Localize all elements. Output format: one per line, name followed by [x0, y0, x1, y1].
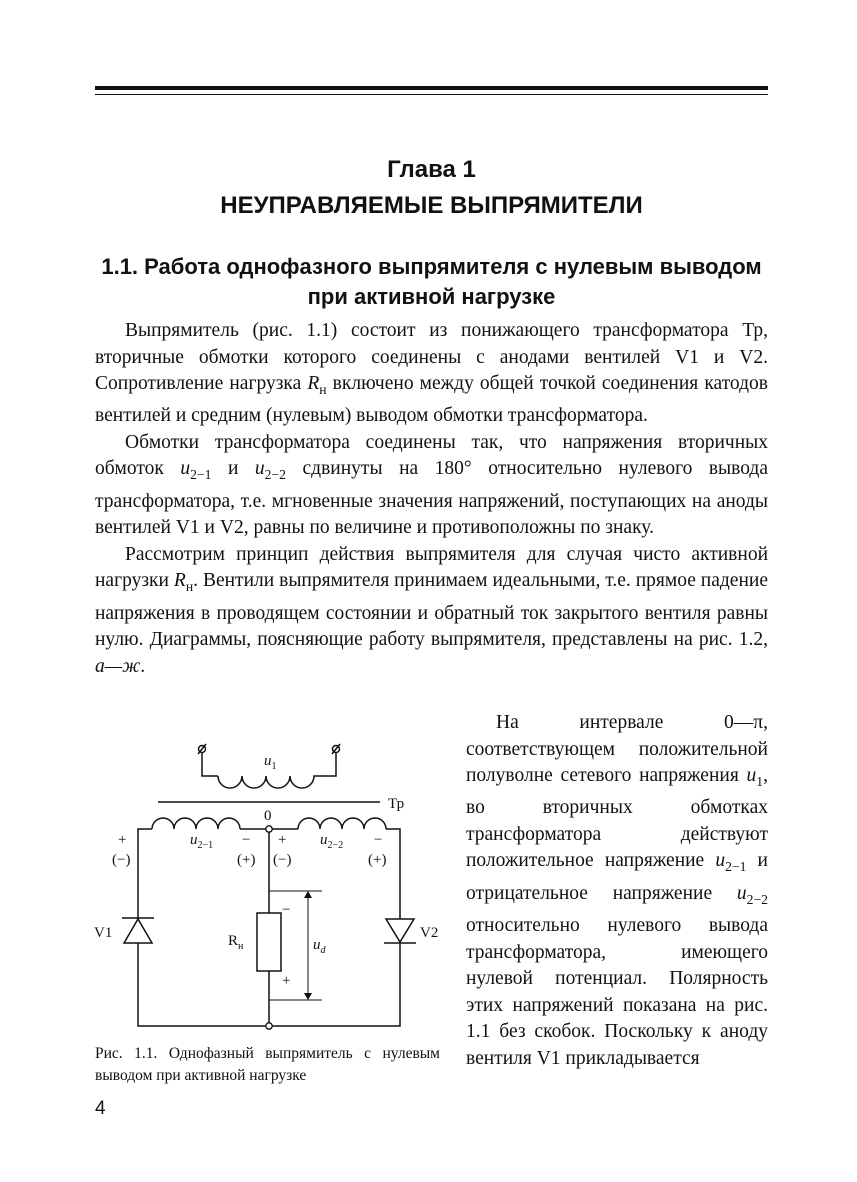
- paragraph-2: Обмотки трансформатора соединены так, что напряжения вторичных обмоток $u_{2-1}$ и $u_{2-2}$ сдвинуты на 180° относительно нулевого вывода трансформатора, т.е. мгновенные значения напряжений, поступающих на аноды вентилей V1 и V2, равны по величине и противоположны по знаку.: [95, 431, 768, 539]
- paragraph-4: На интервале 0—π, соответствующем положительной полуволне сетевого напряжения $u_1$, во вторичных обмотках трансформатора действуют положительное напряжение $u_{2-1}$ и отрицательное напряжение $u_{2-2}$ относительно нулевого вывода трансформатора, имеющего нулевой потенциал. Полярность этих напряжений показана на рис. 1.1 без скобок. Поскольку к аноду вентиля V1 прикладывается: [466, 712, 768, 1069]
- label-r: $R_н$: [228, 933, 244, 952]
- body-text: [95, 318, 768, 680]
- label-u22: $u_{2-2}$: [320, 832, 344, 851]
- page-number: 4: [95, 1098, 106, 1119]
- label-tr: Тр: [388, 796, 405, 812]
- chapter-label: Глава 1: [387, 156, 476, 183]
- label-u1: $u_1$: [264, 753, 277, 772]
- side-text: [466, 710, 768, 1072]
- label-plus-left: +: [118, 832, 127, 848]
- primary-winding: [218, 776, 318, 788]
- label-u21: $u_{2-1}$: [190, 832, 214, 851]
- paragraph-3: Рассмотрим принцип действия выпрямителя для случая чисто активной нагрузки $R_н$. Вентили выпрямителя принимаем идеальными, т.е. прямое падение напряжения в проводящем состоянии и обратный ток закрытого вентиля равны нулю. Диаграммы, поясняющие работу выпрямителя, представлены на рис. 1.2, а—ж.: [95, 543, 768, 677]
- label-minus-1: −: [242, 832, 251, 848]
- figure-caption: Рис. 1.1. Однофазный выпрямитель с нулевым выводом при активной нагрузке: [95, 1045, 440, 1084]
- label-paren-plus-1: (+): [237, 852, 256, 868]
- label-paren-minus-2: (−): [273, 852, 292, 868]
- paragraph-1: Выпрямитель (рис. 1.1) состоит из понижающего трансформатора Тр, вторичные обмотки которого соединены с анодами вентилей V1 и V2. Сопротивление нагрузка $R_н$ включено между общей точкой соединения катодов вентилей и средним (нулевым) выводом обмотки трансформатора.: [95, 320, 768, 427]
- load-resistor: [257, 913, 281, 971]
- primary-lead-left: [202, 753, 218, 776]
- label-zero: 0: [264, 808, 272, 824]
- label-plus-2: +: [278, 832, 287, 848]
- header-rule-thick: [95, 86, 768, 90]
- label-paren-minus-left: (−): [112, 852, 131, 868]
- label-resistor-plus: +: [282, 973, 291, 989]
- secondary-winding-1: [152, 818, 240, 829]
- secondary-winding-2: [298, 818, 386, 829]
- chapter-heading: [95, 152, 768, 224]
- zero-node: [266, 826, 272, 832]
- label-v2: V2: [420, 925, 439, 941]
- label-v1: V1: [94, 925, 113, 941]
- chapter-title: НЕУПРАВЛЯЕМЫЕ ВЫПРЯМИТЕЛИ: [220, 192, 643, 219]
- ud-arrow-head-bottom: [304, 993, 312, 1000]
- label-minus-right: −: [374, 832, 383, 848]
- section-title-line1: 1.1. Работа однофазного выпрямителя с нулевым выводом: [101, 254, 762, 279]
- primary-lead-right: [318, 753, 336, 776]
- label-paren-plus-right: (+): [368, 852, 387, 868]
- header-rule-thin: [95, 94, 768, 95]
- ud-arrow-head-top: [304, 891, 312, 898]
- diode-v1-icon: [124, 919, 152, 943]
- section-title-line2: при активной нагрузке: [307, 284, 556, 309]
- circuit-diagram: [90, 738, 442, 1038]
- bottom-node: [266, 1023, 272, 1029]
- section-heading: [95, 252, 768, 312]
- diode-v2-icon: [386, 919, 414, 942]
- label-ud: $u_d$: [313, 937, 326, 956]
- label-resistor-minus: −: [282, 902, 291, 918]
